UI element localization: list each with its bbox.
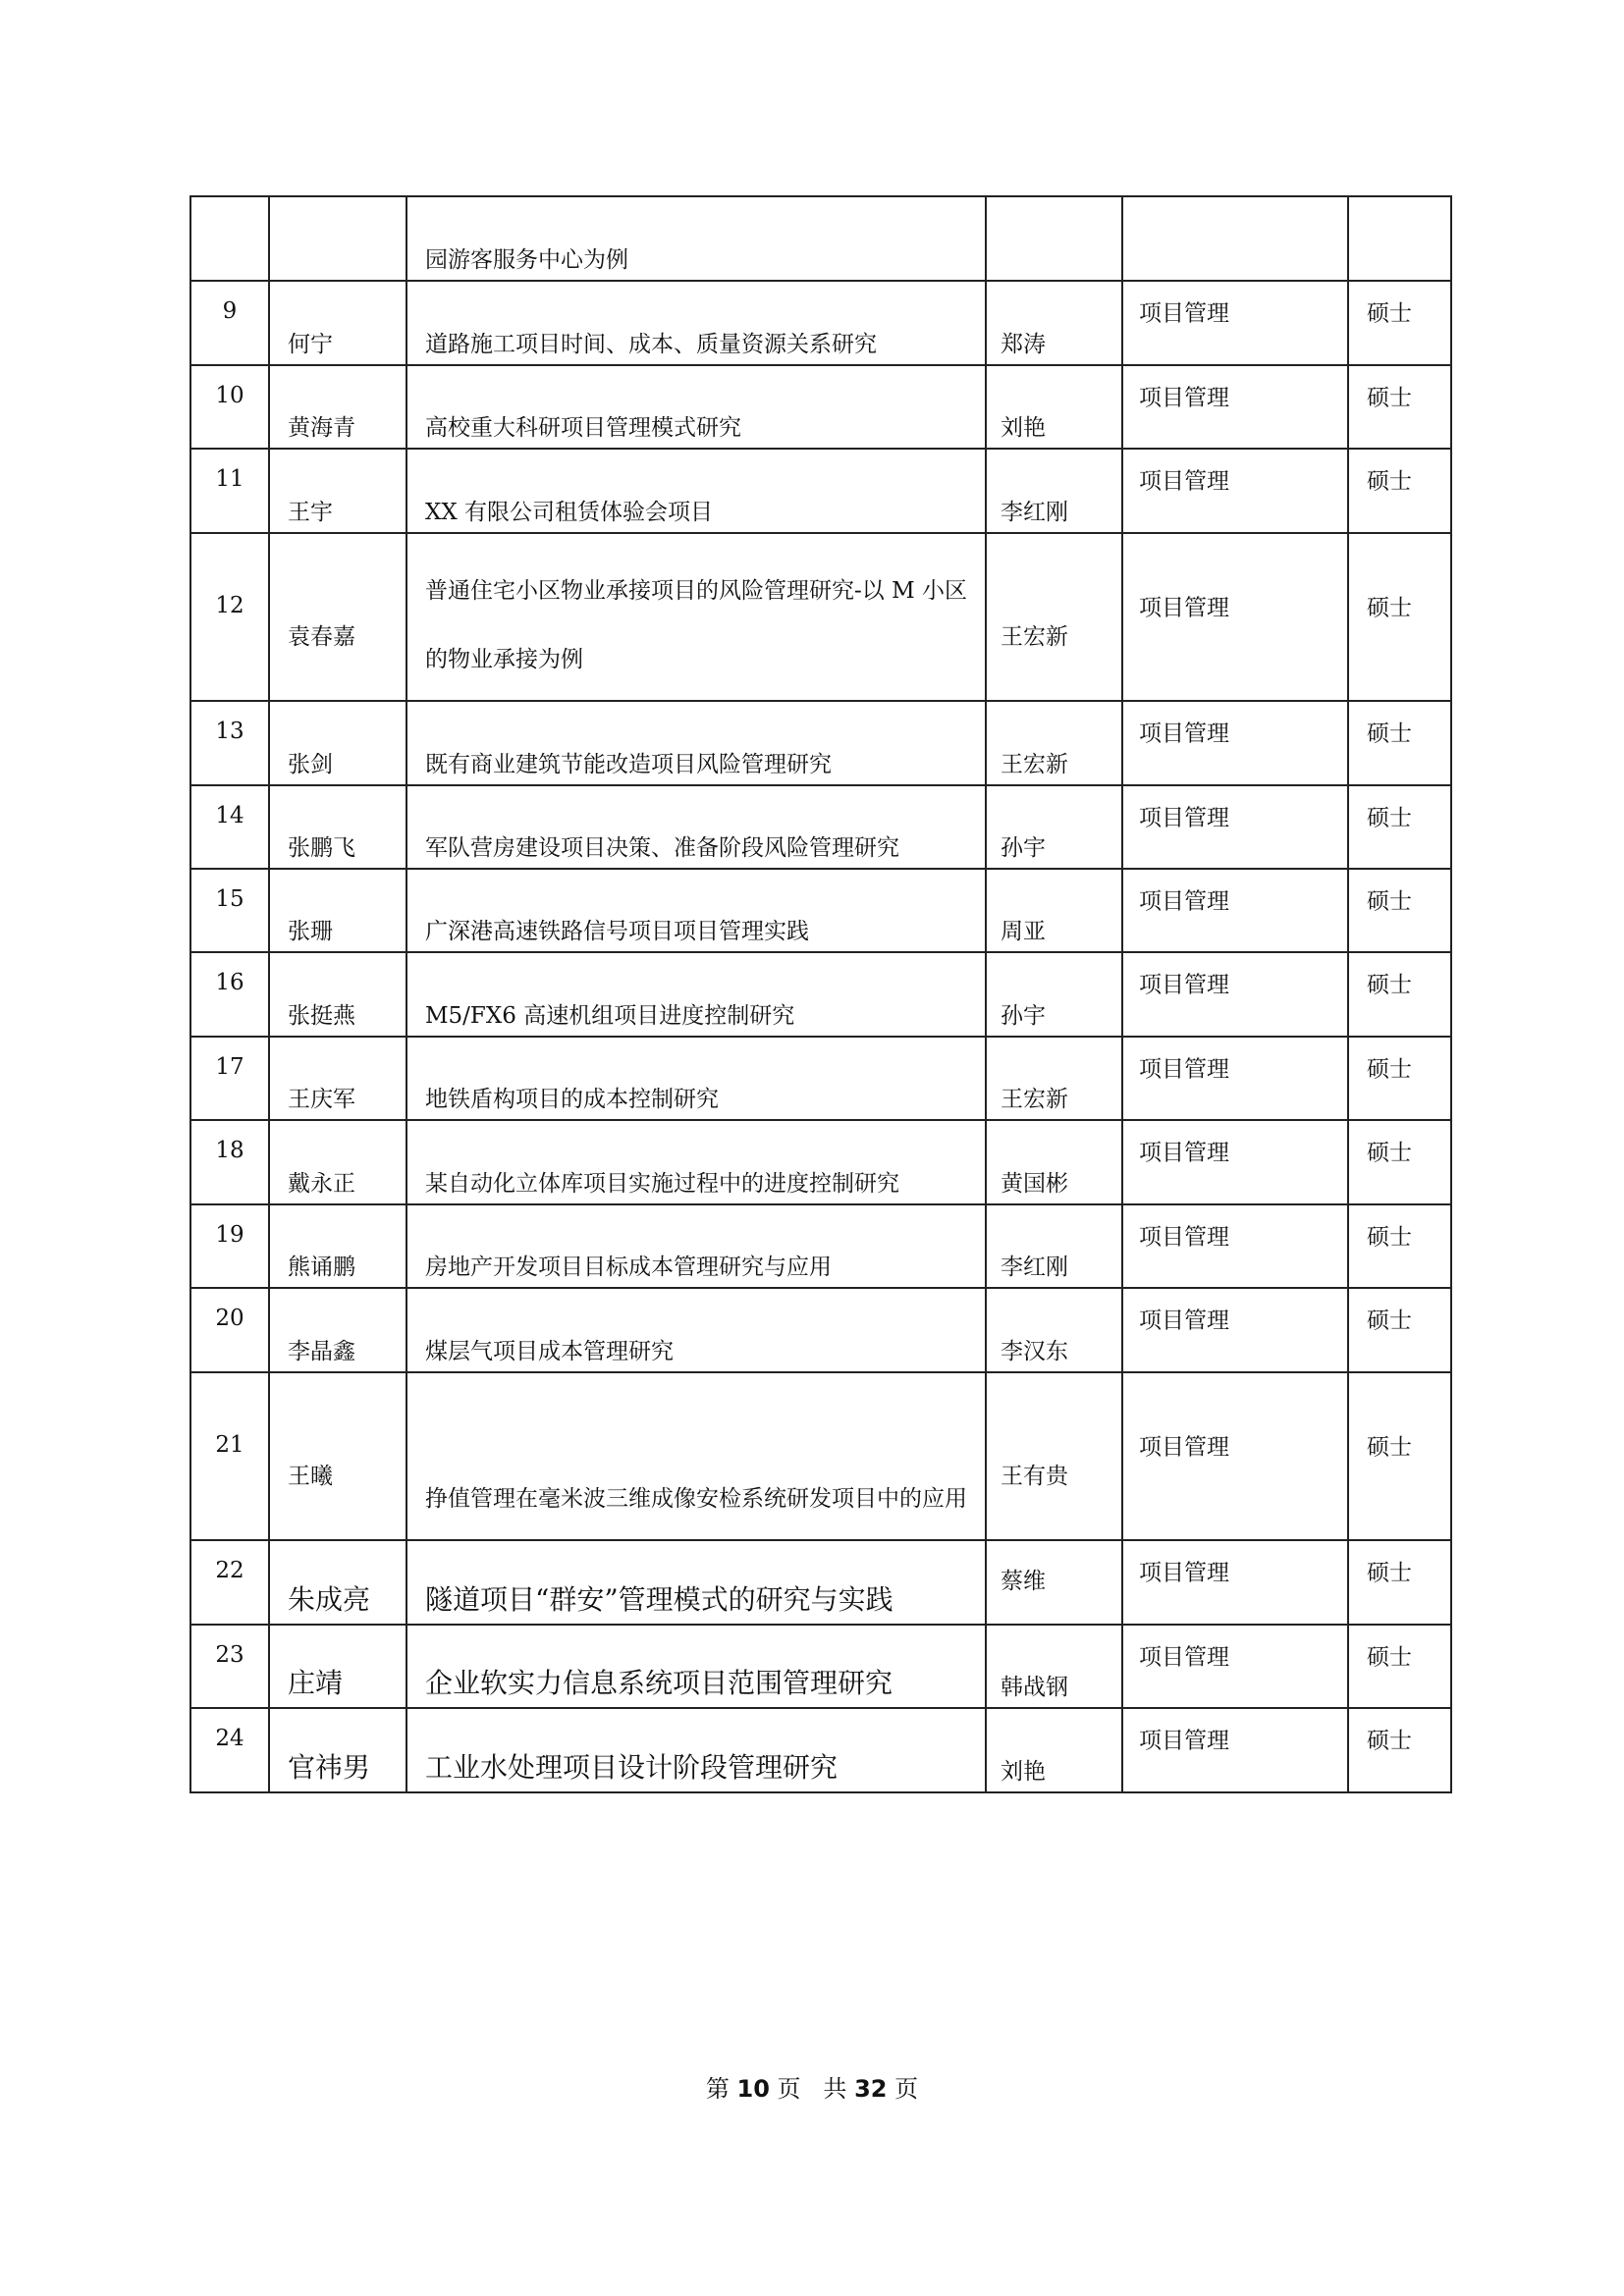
degree-type: 硕士: [1367, 1644, 1412, 1670]
thesis-title-cell: [406, 281, 986, 365]
supervisor-cell: [986, 1037, 1122, 1120]
thesis-title-cell: [406, 1288, 986, 1372]
student-name-cell: [269, 1540, 406, 1625]
student-name-cell: [269, 701, 406, 785]
degree-cell: [1348, 449, 1451, 533]
degree-cell: [1348, 1120, 1451, 1204]
thesis-title: M5/FX6 高速机组项目进度控制研究: [425, 1003, 795, 1029]
supervisor-cell: [986, 1204, 1122, 1288]
research-direction: 项目管理: [1139, 595, 1229, 620]
degree-cell: [1348, 701, 1451, 785]
thesis-title-cell: [406, 365, 986, 449]
student-name: 官祎男: [288, 1751, 371, 1784]
thesis-title: 煤层气项目成本管理研究: [425, 1339, 674, 1364]
thesis-title-cell: [406, 1372, 986, 1540]
number-cell: [190, 196, 269, 281]
table-row: [190, 1625, 1451, 1708]
supervisor-cell: [986, 1288, 1122, 1372]
supervisor-cell: [986, 785, 1122, 869]
supervisor-cell: [986, 449, 1122, 533]
direction-cell: [1122, 1625, 1348, 1708]
student-name: 庄靖: [288, 1667, 344, 1699]
degree-type: 硕士: [1367, 1224, 1412, 1250]
student-name: 黄海青: [288, 415, 355, 441]
thesis-title-cell: [406, 785, 986, 869]
student-name-cell: [269, 449, 406, 533]
table-row: [190, 533, 1451, 701]
supervisor-name: 黄国彬: [1001, 1171, 1068, 1197]
degree-type: 硕士: [1367, 1560, 1412, 1586]
supervisor-cell: [986, 281, 1122, 365]
row-number: 12: [215, 592, 244, 618]
thesis-title-cell: [406, 1708, 986, 1792]
student-name: 王庆军: [288, 1087, 355, 1112]
supervisor-name: 蔡维: [1001, 1569, 1046, 1594]
table-row: [190, 1540, 1451, 1625]
row-number: 13: [215, 719, 244, 744]
supervisor-name: 刘艳: [1001, 1759, 1046, 1785]
degree-type: 硕士: [1367, 1728, 1412, 1754]
number-cell: [190, 1625, 269, 1708]
degree-cell: [1348, 869, 1451, 952]
research-direction: 项目管理: [1139, 1644, 1229, 1670]
student-name: 张挺燕: [288, 1003, 355, 1029]
degree-type: 硕士: [1367, 972, 1412, 998]
degree-cell: [1348, 533, 1451, 701]
student-name-cell: [269, 785, 406, 869]
page-footer: [0, 2069, 1624, 2104]
row-number: 11: [215, 466, 244, 492]
student-name-cell: [269, 1372, 406, 1540]
direction-cell: [1122, 1120, 1348, 1204]
student-name-cell: [269, 1288, 406, 1372]
row-number: 20: [215, 1306, 244, 1331]
thesis-title: 军队营房建设项目决策、准备阶段风险管理研究: [425, 835, 899, 861]
degree-type: 硕士: [1367, 1140, 1412, 1166]
supervisor-name: 周亚: [1001, 919, 1046, 944]
supervisor-name: 王宏新: [1001, 624, 1068, 650]
thesis-title: 高校重大科研项目管理模式研究: [425, 415, 741, 441]
thesis-title-cell: [406, 196, 986, 281]
degree-cell: [1348, 952, 1451, 1037]
direction-cell: [1122, 1288, 1348, 1372]
thesis-title-cell: [406, 952, 986, 1037]
degree-type: 硕士: [1367, 1434, 1412, 1460]
thesis-title-cell: [406, 1540, 986, 1625]
row-number: 14: [215, 802, 244, 828]
supervisor-cell: [986, 365, 1122, 449]
student-name-cell: [269, 1708, 406, 1792]
research-direction: 项目管理: [1139, 972, 1229, 998]
row-number: 17: [215, 1053, 244, 1080]
student-name: 王曦: [288, 1464, 333, 1489]
number-cell: [190, 1120, 269, 1204]
table-row: [190, 1204, 1451, 1288]
thesis-title: 某自动化立体库项目实施过程中的进度控制研究: [425, 1171, 899, 1197]
student-name-cell: [269, 869, 406, 952]
supervisor-name: 郑涛: [1001, 332, 1046, 357]
degree-type: 硕士: [1367, 300, 1412, 327]
degree-cell: [1348, 1625, 1451, 1708]
supervisor-cell: [986, 952, 1122, 1037]
supervisor-cell: [986, 1540, 1122, 1625]
student-name-cell: [269, 1037, 406, 1120]
student-name-cell: [269, 952, 406, 1037]
table-row: [190, 196, 1451, 281]
degree-cell: [1348, 281, 1451, 365]
thesis-title: XX 有限公司租赁体验会项目: [425, 500, 714, 525]
number-cell: [190, 449, 269, 533]
thesis-list-table: [189, 195, 1452, 1793]
student-name: 何宁: [288, 332, 333, 357]
student-name: 朱成亮: [288, 1583, 371, 1616]
supervisor-name: 王有贵: [1001, 1464, 1068, 1489]
number-cell: [190, 1372, 269, 1540]
research-direction: 项目管理: [1139, 300, 1229, 327]
degree-type: 硕士: [1367, 595, 1412, 620]
thesis-title-cell: [406, 1204, 986, 1288]
row-number: 19: [215, 1221, 244, 1248]
thesis-title: 园游客服务中心为例: [425, 247, 628, 273]
degree-type: 硕士: [1367, 385, 1412, 410]
degree-type: 硕士: [1367, 888, 1412, 914]
table-row: [190, 785, 1451, 869]
student-name: 张剑: [288, 752, 333, 777]
research-direction: 项目管理: [1139, 1728, 1229, 1754]
student-name-cell: [269, 533, 406, 701]
degree-cell: [1348, 1372, 1451, 1540]
supervisor-name: 李汉东: [1001, 1339, 1068, 1364]
research-direction: 项目管理: [1139, 1140, 1229, 1166]
thesis-title-cell: [406, 1625, 986, 1708]
degree-cell: [1348, 1037, 1451, 1120]
direction-cell: [1122, 1372, 1348, 1540]
degree-cell: [1348, 196, 1451, 281]
student-name-cell: [269, 1120, 406, 1204]
research-direction: 项目管理: [1139, 1056, 1229, 1082]
row-number: 10: [215, 382, 244, 408]
student-name-cell: [269, 1625, 406, 1708]
footer-suffix: 页: [894, 2075, 919, 2103]
number-cell: [190, 785, 269, 869]
supervisor-cell: [986, 701, 1122, 785]
thesis-title-cell: [406, 533, 986, 701]
degree-type: 硕士: [1367, 805, 1412, 830]
supervisor-cell: [986, 533, 1122, 701]
current-page-number: 10: [736, 2075, 770, 2103]
thesis-title: 地铁盾构项目的成本控制研究: [425, 1087, 719, 1112]
supervisor-cell: [986, 196, 1122, 281]
thesis-title-cell: [406, 869, 986, 952]
thesis-title: 企业软实力信息系统项目范围管理研究: [425, 1667, 893, 1699]
number-cell: [190, 281, 269, 365]
research-direction: 项目管理: [1139, 805, 1229, 830]
research-direction: 项目管理: [1139, 1308, 1229, 1334]
table-row: [190, 1708, 1451, 1792]
student-name-cell: [269, 196, 406, 281]
degree-type: 硕士: [1367, 1308, 1412, 1334]
number-cell: [190, 1037, 269, 1120]
thesis-title: 道路施工项目时间、成本、质量资源关系研究: [425, 332, 877, 357]
table-row: [190, 449, 1451, 533]
direction-cell: [1122, 1708, 1348, 1792]
student-name-cell: [269, 365, 406, 449]
direction-cell: [1122, 701, 1348, 785]
thesis-title: 普通住宅小区物业承接项目的风险管理研究-以 M 小区的物业承接为例: [425, 578, 967, 672]
supervisor-name: 韩战钢: [1001, 1675, 1068, 1700]
row-number: 18: [215, 1138, 244, 1163]
supervisor-cell: [986, 1708, 1122, 1792]
direction-cell: [1122, 952, 1348, 1037]
thesis-title: 隧道项目“群安”管理模式的研究与实践: [425, 1583, 893, 1616]
student-name: 王宇: [288, 500, 333, 525]
number-cell: [190, 869, 269, 952]
supervisor-name: 孙宇: [1001, 1003, 1046, 1029]
supervisor-cell: [986, 869, 1122, 952]
number-cell: [190, 533, 269, 701]
table-row: [190, 281, 1451, 365]
student-name: 戴永正: [288, 1171, 355, 1197]
supervisor-name: 李红刚: [1001, 1255, 1068, 1280]
student-name: 李晶鑫: [288, 1339, 355, 1364]
degree-cell: [1348, 1288, 1451, 1372]
student-name-cell: [269, 1204, 406, 1288]
thesis-title: 工业水处理项目设计阶段管理研究: [425, 1751, 839, 1784]
footer-middle: 页 共: [777, 2075, 847, 2103]
row-number: 22: [215, 1558, 244, 1583]
thesis-title-cell: [406, 1037, 986, 1120]
table-row: [190, 1120, 1451, 1204]
supervisor-cell: [986, 1120, 1122, 1204]
number-cell: [190, 701, 269, 785]
direction-cell: [1122, 449, 1348, 533]
table-row: [190, 1037, 1451, 1120]
thesis-title: 挣值管理在毫米波三维成像安检系统研发项目中的应用: [425, 1486, 967, 1512]
row-number: 21: [215, 1431, 244, 1458]
row-number: 23: [215, 1641, 244, 1668]
research-direction: 项目管理: [1139, 1434, 1229, 1460]
supervisor-name: 王宏新: [1001, 752, 1068, 777]
direction-cell: [1122, 785, 1348, 869]
direction-cell: [1122, 196, 1348, 281]
direction-cell: [1122, 281, 1348, 365]
supervisor-name: 孙宇: [1001, 835, 1046, 861]
research-direction: 项目管理: [1139, 1560, 1229, 1586]
student-name: 熊诵鹏: [288, 1255, 355, 1280]
number-cell: [190, 1708, 269, 1792]
supervisor-cell: [986, 1625, 1122, 1708]
thesis-title-cell: [406, 701, 986, 785]
row-number: 15: [215, 885, 244, 912]
degree-cell: [1348, 1540, 1451, 1625]
direction-cell: [1122, 1540, 1348, 1625]
thesis-title-cell: [406, 449, 986, 533]
table-row: [190, 1372, 1451, 1540]
student-name: 袁春嘉: [288, 624, 355, 650]
student-name: 张珊: [288, 919, 333, 944]
research-direction: 项目管理: [1139, 468, 1229, 495]
table-row: [190, 701, 1451, 785]
direction-cell: [1122, 1204, 1348, 1288]
research-direction: 项目管理: [1139, 385, 1229, 410]
thesis-title: 广深港高速铁路信号项目项目管理实践: [425, 919, 809, 944]
direction-cell: [1122, 1037, 1348, 1120]
research-direction: 项目管理: [1139, 888, 1229, 914]
number-cell: [190, 1288, 269, 1372]
table-row: [190, 952, 1451, 1037]
degree-cell: [1348, 1204, 1451, 1288]
direction-cell: [1122, 869, 1348, 952]
degree-type: 硕士: [1367, 468, 1412, 495]
row-number: 24: [215, 1726, 244, 1751]
table-row: [190, 1288, 1451, 1372]
supervisor-name: 李红刚: [1001, 500, 1068, 525]
degree-cell: [1348, 365, 1451, 449]
table-row: [190, 869, 1451, 952]
direction-cell: [1122, 365, 1348, 449]
thesis-title: 既有商业建筑节能改造项目风险管理研究: [425, 752, 832, 777]
row-number: 9: [222, 298, 238, 324]
number-cell: [190, 365, 269, 449]
research-direction: 项目管理: [1139, 721, 1229, 747]
table-row: [190, 365, 1451, 449]
row-number: 16: [215, 970, 244, 995]
supervisor-name: 刘艳: [1001, 415, 1046, 441]
student-name-cell: [269, 281, 406, 365]
degree-type: 硕士: [1367, 721, 1412, 747]
total-page-count: 32: [854, 2075, 888, 2103]
degree-cell: [1348, 785, 1451, 869]
number-cell: [190, 1540, 269, 1625]
number-cell: [190, 952, 269, 1037]
thesis-title-cell: [406, 1120, 986, 1204]
footer-prefix: 第: [705, 2075, 730, 2103]
research-direction: 项目管理: [1139, 1224, 1229, 1250]
number-cell: [190, 1204, 269, 1288]
supervisor-name: 王宏新: [1001, 1087, 1068, 1112]
degree-cell: [1348, 1708, 1451, 1792]
student-name: 张鹏飞: [288, 835, 355, 861]
thesis-title: 房地产开发项目目标成本管理研究与应用: [425, 1255, 832, 1280]
direction-cell: [1122, 533, 1348, 701]
supervisor-cell: [986, 1372, 1122, 1540]
degree-type: 硕士: [1367, 1056, 1412, 1082]
